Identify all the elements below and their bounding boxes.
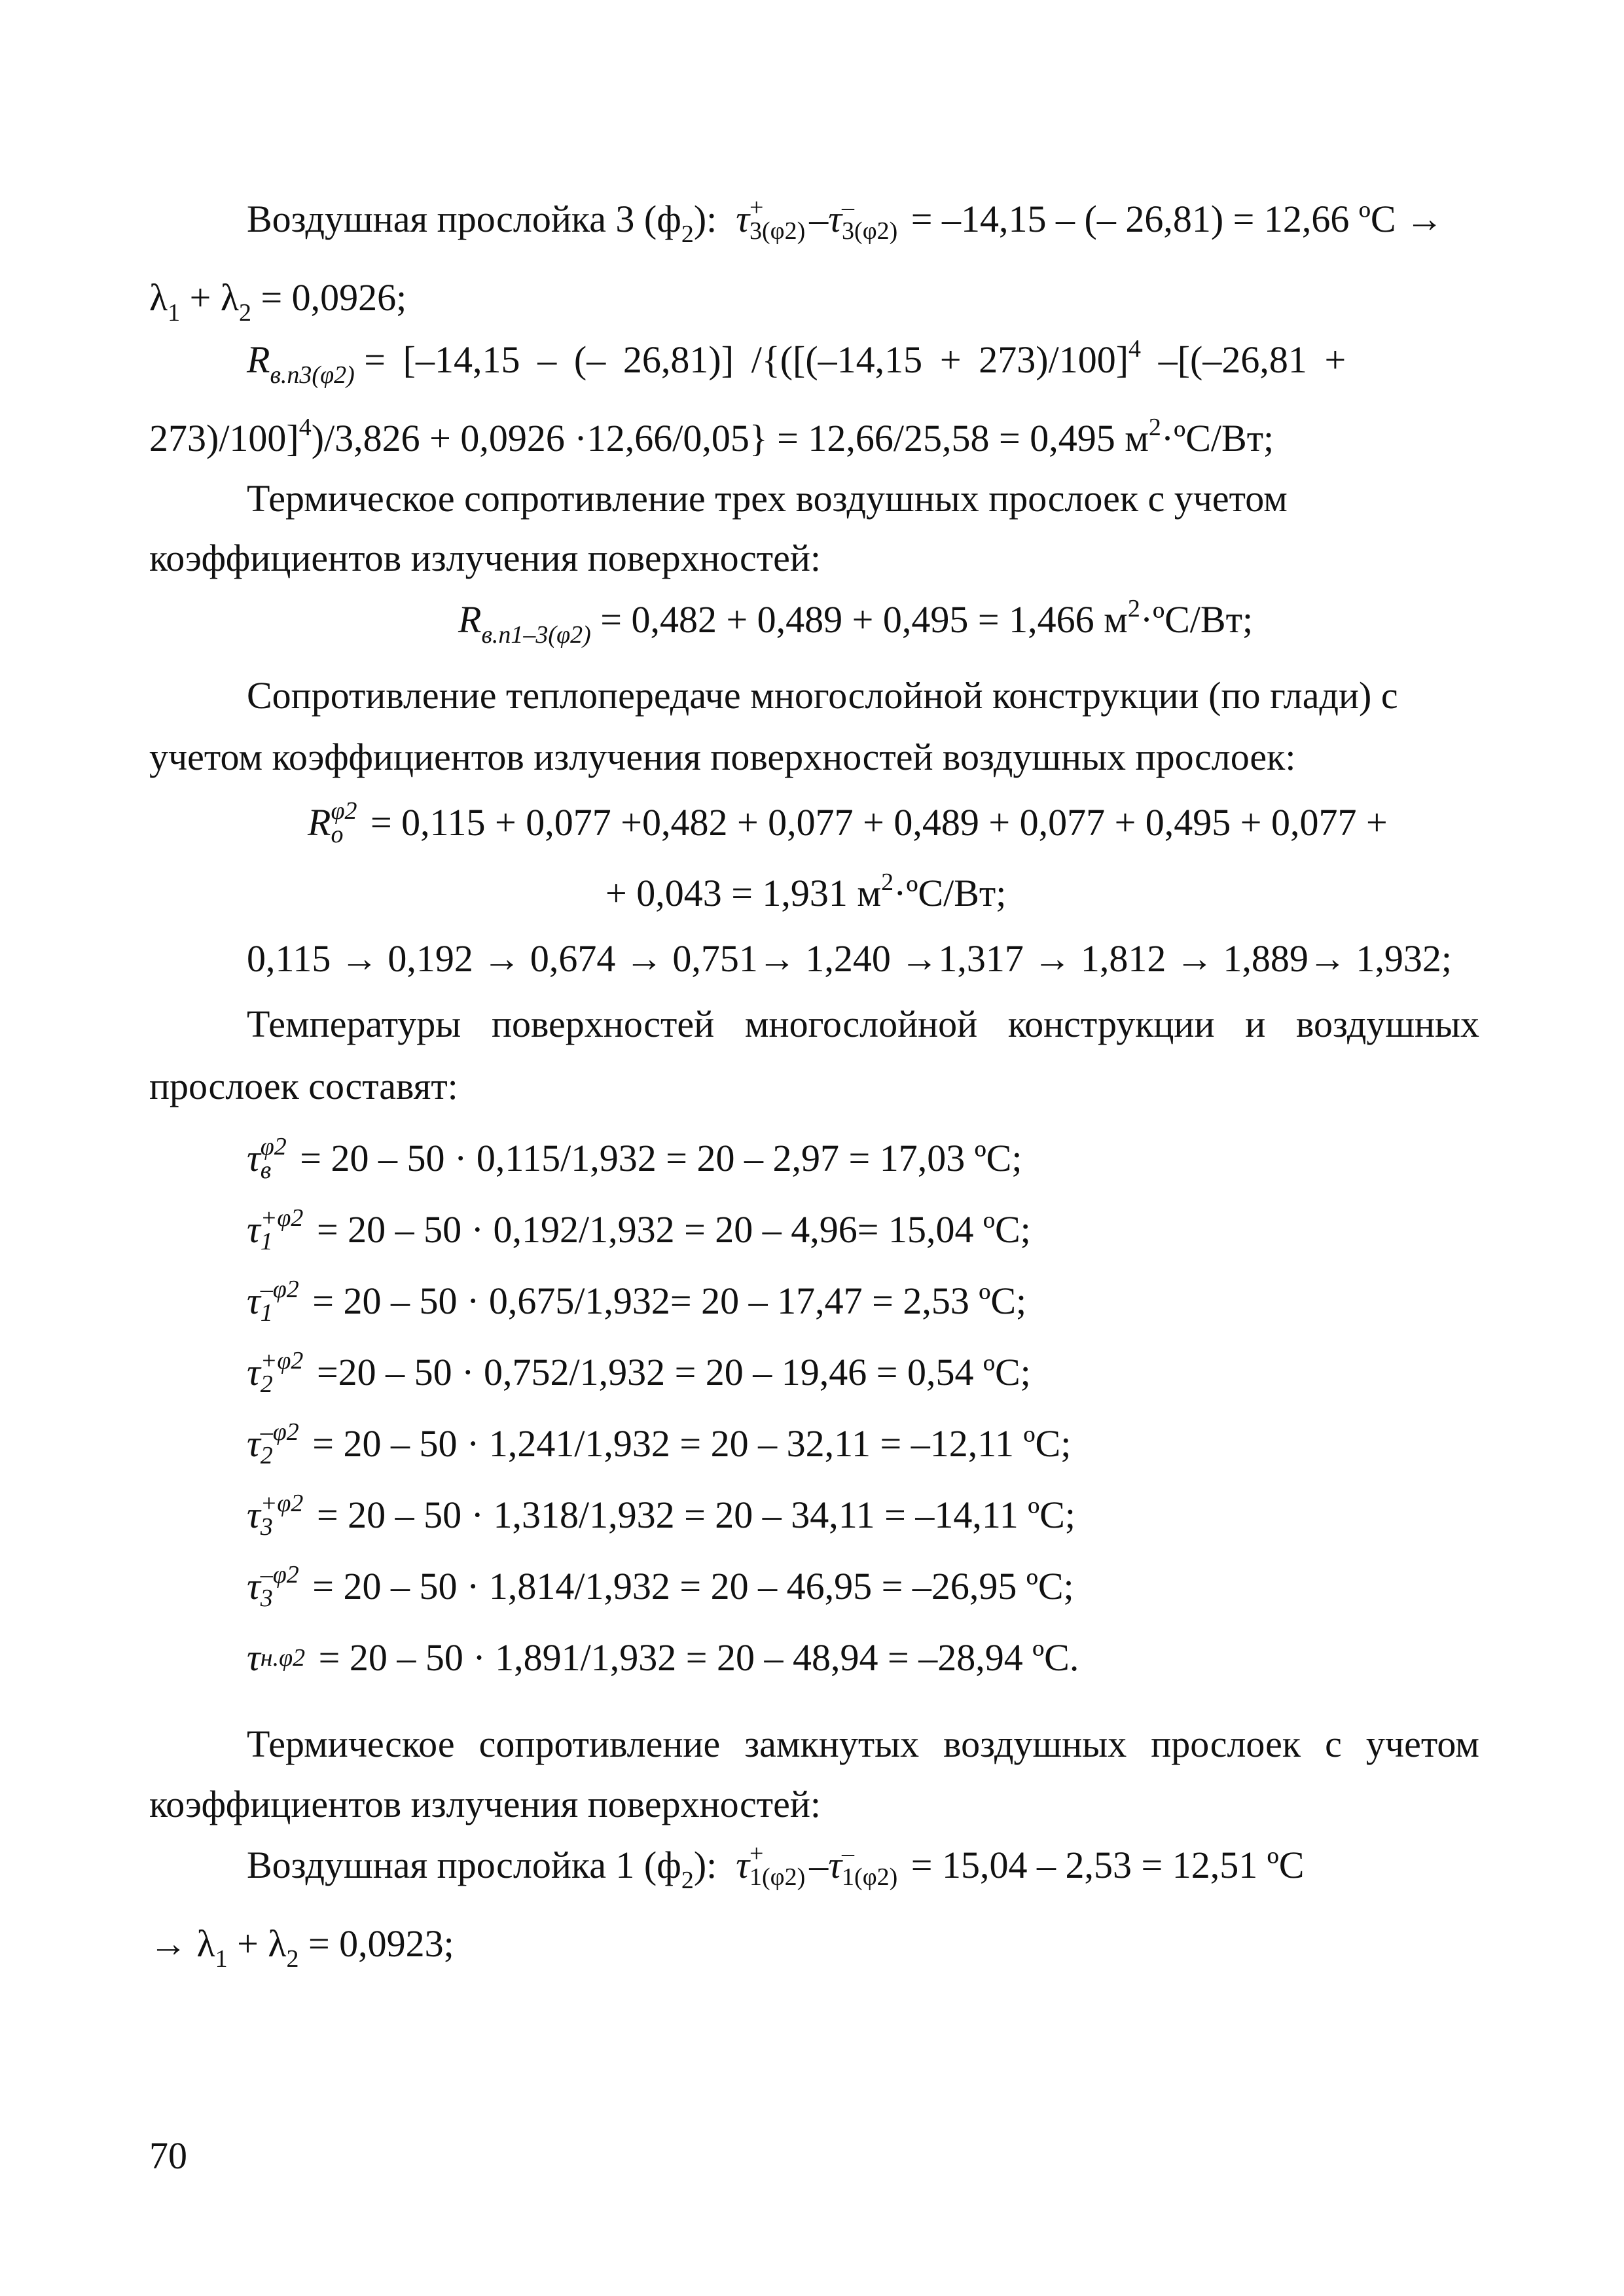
temperature-row (247, 1489, 1577, 1543)
paragraph-temperatures: Температуры поверхностей многослойной конструкции и воздушных (247, 1003, 1479, 1045)
temperature-expression: =20 – 50 · 0,752/1,932 = 20 – 19,46 = 0,54 ºС; (307, 1351, 1031, 1393)
lambda-sub: 1 (168, 299, 181, 327)
expr-text: )/3,826 + 0,0926 ·12,66/0,05} = 12,66/25,58 = 0,495 м (311, 417, 1149, 459)
resistance-layer-3-line2 (149, 416, 1479, 466)
tau-plus-sub: 3(φ2) (749, 217, 806, 245)
expr-text: + 0,043 = 1,931 м (605, 872, 882, 914)
page-number: 70 (149, 2134, 187, 2177)
tau-symbol: τ (247, 1208, 261, 1251)
tau-index (261, 1420, 299, 1467)
R-symbol: R (458, 598, 482, 641)
tau-symbol: τ (247, 1565, 261, 1607)
lambda-text: + λ (227, 1922, 287, 1965)
tau-symbol: τ (726, 1844, 750, 1886)
temperature-row (247, 1635, 1577, 1681)
paragraph-heat-transfer: Сопротивление теплопередаче многослойной конструкции (по глади) с (247, 674, 1398, 717)
temperature-row (247, 1132, 1577, 1186)
expr-text: = 0,482 + 0,489 + 0,495 = 1,466 м (590, 598, 1128, 641)
air-layer-3-label: Воздушная прослойка 3 (ф (247, 198, 681, 240)
paragraph-three-layers-cont: коэффициентов излучения поверхностей: (149, 537, 821, 579)
tau-index (261, 1206, 304, 1253)
temperature-expression: = 20 – 50 · 1,241/1,932 = 20 – 32,11 = –12,11 ºС; (302, 1422, 1072, 1465)
minus-sign: – (809, 198, 829, 240)
tau-symbol: τ (247, 1280, 261, 1322)
tau-sub: н.φ2 (260, 1643, 306, 1672)
expr-text: ·ºС/Вт; (1140, 598, 1254, 641)
tau-sub: 1 (260, 1299, 273, 1327)
tau-plus-index: + 1(φ2) (749, 1839, 806, 1891)
tau-minus-sub: 1(φ2) (842, 1863, 898, 1891)
paragraph-temperatures-cont: прослоек составят: (149, 1065, 458, 1107)
R-sub: в.п3(φ2) (270, 361, 355, 389)
tau-plus-sub: 1(φ2) (749, 1863, 806, 1891)
air-layer-3-result: = –14,15 – (– 26,81) = 12,66 ºС → (911, 198, 1444, 240)
R-sub: о (331, 820, 344, 848)
lambda-sum-3 (149, 275, 1479, 325)
tau-minus-index: – 3(φ2) (842, 193, 898, 245)
tau-symbol: τ (247, 1351, 261, 1393)
temperature-expression: = 20 – 50 · 1,891/1,932 = 20 – 48,94 = –28,94 ºС. (309, 1636, 1079, 1679)
expr-sup: 2 (1148, 414, 1161, 441)
expr-text: ·ºС/Вт; (1161, 417, 1274, 459)
label-end: ): (693, 198, 717, 240)
lambda-text: + λ (180, 276, 239, 319)
tau-index (260, 1489, 304, 1541)
air-layer-1-label: Воздушная прослойка 1 (ф (247, 1844, 681, 1886)
R-sup: φ2 (331, 797, 357, 825)
lambda-text: λ (149, 276, 168, 319)
tau-sub: 3 (260, 1513, 273, 1541)
tau-sub: в (260, 1156, 272, 1184)
tau-symbol: τ (828, 1844, 842, 1886)
tau-symbol: τ (726, 198, 750, 240)
lambda-sum-1 (149, 1921, 1479, 1971)
tau-sub: 3 (260, 1584, 273, 1612)
tau-symbol: τ (247, 1422, 261, 1465)
expr-text: = [–14,15 – (– 26,81)] /{([(–14,15 + 273)/100] (364, 338, 1129, 381)
tau-index (260, 1346, 304, 1398)
tau-sup: +φ2 (260, 1489, 304, 1517)
lambda-sub: 1 (215, 1945, 228, 1973)
temperature-row (247, 1560, 1577, 1614)
tau-minus-index: – 1(φ2) (842, 1839, 898, 1891)
air-layer-1-formula (247, 1839, 1479, 1894)
tau-sup: –φ2 (260, 1418, 299, 1446)
resistance-layer-3-line1 (247, 337, 1479, 387)
R-sub: в.п1–3(φ2) (481, 621, 591, 649)
expr-sup: 2 (881, 869, 894, 896)
label-end: ): (693, 1844, 717, 1886)
tau-sub: 2 (260, 1370, 273, 1398)
R-symbol: R (308, 801, 331, 844)
tau-sup: φ2 (260, 1132, 287, 1160)
tau-index (260, 1132, 287, 1184)
temperature-row (247, 1204, 1577, 1257)
tau-symbol: τ (247, 1137, 261, 1179)
label-subscript: 2 (681, 221, 694, 248)
temperature-expression: = 20 – 50 · 1,814/1,932 = 20 – 46,95 = –26,95 ºС; (302, 1565, 1074, 1607)
tau-sup: +φ2 (260, 1346, 304, 1374)
lambda-sub: 2 (286, 1945, 299, 1973)
expr-text: ·ºС/Вт; (893, 872, 1007, 914)
resistance-expression (364, 337, 1346, 387)
minus-sign: – (809, 1844, 829, 1886)
lambda-sub: 2 (238, 299, 251, 327)
temperature-expression: = 20 – 50 · 0,675/1,932= 20 – 17,47 = 2,53 ºС; (302, 1280, 1027, 1322)
total-resistance-formula (308, 797, 1624, 850)
expr-sup: 4 (298, 414, 312, 441)
tau-sup: –φ2 (260, 1275, 299, 1303)
tau-symbol: τ (828, 198, 842, 240)
paragraph-closed-layers: Термическое сопротивление замкнутых воздушных прослоек с учетом (247, 1723, 1479, 1765)
R-index (331, 799, 357, 846)
resistance-sum-formula (458, 597, 1624, 647)
tau-symbol: τ (247, 1494, 261, 1536)
tau-index (260, 1643, 306, 1672)
tau-index (260, 1560, 299, 1612)
temperature-row (247, 1418, 1577, 1471)
tau-sub: 2 (260, 1441, 273, 1469)
tau-index (260, 1275, 299, 1327)
temperature-row (247, 1275, 1577, 1329)
expr-text: = 0,115 + 0,077 +0,482 + 0,077 + 0,489 + 0,077 + 0,495 + 0,077 + (361, 801, 1388, 844)
temperature-row (247, 1346, 1577, 1400)
expr-sup: 4 (1128, 335, 1142, 363)
air-layer-1-result: = 15,04 – 2,53 = 12,51 ºС (911, 1844, 1305, 1886)
air-layer-3-formula (247, 193, 1479, 248)
paragraph-three-layers: Термическое сопротивление трех воздушных прослоек с учетом (247, 477, 1288, 520)
tau-minus-sub: 3(φ2) (842, 217, 898, 245)
tau-sub: 1 (260, 1227, 273, 1255)
expr-sup: 2 (1127, 595, 1140, 622)
tau-sup: –φ2 (260, 1560, 299, 1588)
tau-sup: +φ2 (260, 1204, 304, 1232)
tau-symbol: τ (247, 1636, 261, 1679)
expr-text: 273)/100] (149, 417, 299, 459)
temperature-expression: = 20 – 50 · 0,192/1,932 = 20 – 4,96= 15,04 ºС; (307, 1208, 1031, 1251)
expr-text: –[(–26,81 + (1141, 338, 1346, 381)
temperature-expression: = 20 – 50 · 0,115/1,932 = 20 – 2,97 = 17,03 ºС; (290, 1137, 1022, 1179)
tau-plus-index: + 3(φ2) (749, 193, 806, 245)
total-resistance-formula-cont (605, 870, 1624, 921)
label-subscript: 2 (681, 1867, 694, 1894)
R-symbol: R (247, 338, 270, 381)
cumulative-chain: 0,115 → 0,192 → 0,674 → 0,751→ 1,240 →1,317 → 1,812 → 1,889→ 1,932; (247, 937, 1452, 980)
lambda-text: = 0,0926; (251, 276, 407, 319)
lambda-text: = 0,0923; (298, 1922, 454, 1965)
temperature-expression: = 20 – 50 · 1,318/1,932 = 20 – 34,11 = –14,11 ºС; (307, 1494, 1075, 1536)
lambda-text: → λ (149, 1922, 215, 1965)
paragraph-closed-layers-cont: коэффициентов излучения поверхностей: (149, 1783, 821, 1825)
paragraph-heat-transfer-cont: учетом коэффициентов излучения поверхностей воздушных прослоек: (149, 736, 1296, 778)
